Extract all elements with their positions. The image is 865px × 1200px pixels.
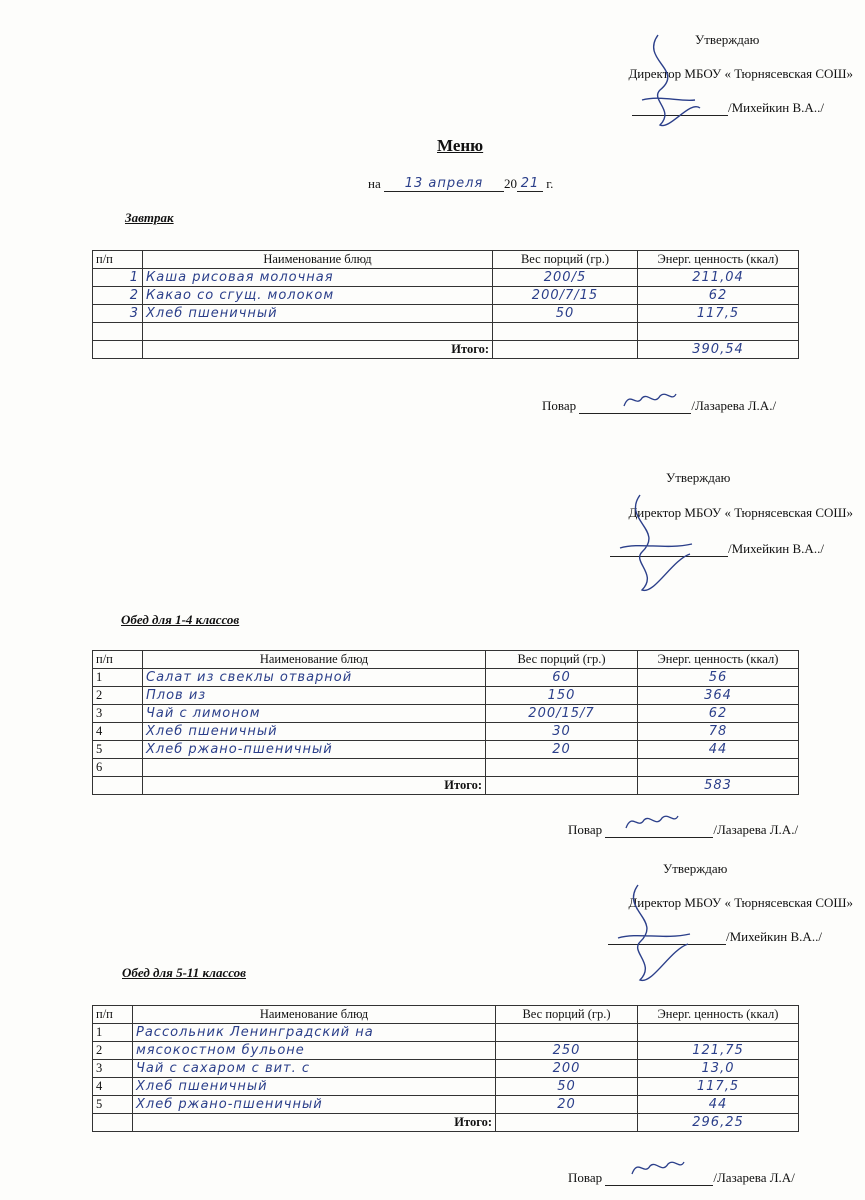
dish-energy: 44 <box>638 1096 799 1114</box>
row-num: 3 <box>93 705 143 723</box>
dish-weight: 50 <box>493 305 638 323</box>
dish-energy <box>638 1024 799 1042</box>
row-num: 5 <box>93 1096 133 1114</box>
row-num: 2 <box>93 1042 133 1060</box>
lunch-5-11-title: Обед для 5-11 классов <box>122 965 246 980</box>
dish-name: Хлеб ржано-пшеничный <box>143 741 486 759</box>
approve-label-2: Утверждаю <box>666 470 731 485</box>
cook-label-2: Повар <box>568 822 603 837</box>
row-num: 5 <box>93 741 143 759</box>
table-row <box>93 723 799 741</box>
breakfast-total-row <box>93 341 799 359</box>
director-title-3: Директор МБОУ « Тюрнясевская СОШ» <box>628 895 853 910</box>
director-title-2: Директор МБОУ « Тюрнясевская СОШ» <box>628 505 853 520</box>
dish-weight <box>496 1024 638 1042</box>
dish-energy: 62 <box>638 287 799 305</box>
table-row <box>93 1024 799 1042</box>
date-prefix: на <box>368 176 381 191</box>
header-energy: Энерг. ценность (ккал) <box>638 1006 799 1024</box>
dish-weight: 200/7/15 <box>493 287 638 305</box>
dish-weight: 20 <box>496 1096 638 1114</box>
date-day-month: 13 апреля <box>384 176 504 192</box>
dish-energy: 62 <box>638 705 799 723</box>
header-num: п/п <box>93 651 143 669</box>
director-title-1: Директор МБОУ « Тюрнясевская СОШ» <box>628 66 853 81</box>
header-weight: Вес порций (гр.) <box>496 1006 638 1024</box>
director-signature-scrawl-1 <box>630 30 710 140</box>
table-row <box>93 687 799 705</box>
date-year-prefix: 20 <box>503 176 517 191</box>
dish-weight: 200/5 <box>493 269 638 287</box>
table-row <box>93 1078 799 1096</box>
row-num: 3 <box>93 305 143 323</box>
dish-weight: 30 <box>486 723 638 741</box>
dish-weight: 60 <box>486 669 638 687</box>
lunch-1-4-header-row <box>93 651 799 669</box>
total-label: Итого: <box>133 1114 496 1132</box>
dish-name: Каша рисовая молочная <box>143 269 493 287</box>
lunch-1-4-table <box>92 650 799 795</box>
lunch-1-4-total-row <box>93 777 799 795</box>
dish-weight <box>486 759 638 777</box>
row-num: 1 <box>93 269 143 287</box>
cook-signature-scrawl-1 <box>620 388 680 414</box>
dish-energy: 117,5 <box>638 1078 799 1096</box>
header-energy: Энерг. ценность (ккал) <box>638 251 799 269</box>
row-num: 3 <box>93 1060 133 1078</box>
dish-name <box>143 759 486 777</box>
cook-signature-2 <box>568 822 798 838</box>
dish-energy <box>638 759 799 777</box>
row-num: 4 <box>93 1078 133 1096</box>
header-weight: Вес порций (гр.) <box>486 651 638 669</box>
dish-weight: 200/15/7 <box>486 705 638 723</box>
lunch-5-11-total: 296,25 <box>638 1114 799 1132</box>
table-row-empty <box>93 323 799 341</box>
header-num: п/п <box>93 1006 133 1024</box>
header-num: п/п <box>93 251 143 269</box>
dish-energy: 211,04 <box>638 269 799 287</box>
table-row <box>93 305 799 323</box>
date-suffix: г. <box>546 176 554 191</box>
dish-name: Чай с сахаром с вит. с <box>133 1060 496 1078</box>
cook-name-3: /Лазарева Л.А/ <box>713 1170 795 1185</box>
dish-name: Чай с лимоном <box>143 705 486 723</box>
table-row <box>93 759 799 777</box>
cook-name-1: /Лазарева Л.А./ <box>691 398 777 413</box>
director-name-2: /Михейкин В.А../ <box>728 541 824 556</box>
director-signature-scrawl-3 <box>608 880 698 990</box>
row-num: 1 <box>93 669 143 687</box>
dish-energy: 364 <box>638 687 799 705</box>
dish-energy: 78 <box>638 723 799 741</box>
director-name-3: /Михейкин В.А../ <box>726 929 822 944</box>
dish-name: Салат из свеклы отварной <box>143 669 486 687</box>
lunch-5-11-table <box>92 1005 799 1132</box>
table-row <box>93 269 799 287</box>
cook-label-3: Повар <box>568 1170 603 1185</box>
breakfast-table <box>92 250 799 359</box>
menu-date <box>368 176 553 192</box>
breakfast-header-row <box>93 251 799 269</box>
table-row <box>93 741 799 759</box>
dish-weight: 150 <box>486 687 638 705</box>
cook-name-2: /Лазарева Л.А./ <box>713 822 799 837</box>
dish-name: Хлеб пшеничный <box>133 1078 496 1096</box>
dish-name: Хлеб пшеничный <box>143 305 493 323</box>
dish-energy: 56 <box>638 669 799 687</box>
total-label: Итого: <box>143 777 486 795</box>
director-signature-scrawl-2 <box>610 490 700 600</box>
dish-name: Хлеб ржано-пшеничный <box>133 1096 496 1114</box>
dish-name: Плов из <box>143 687 486 705</box>
dish-weight: 20 <box>486 741 638 759</box>
cook-signature-scrawl-2 <box>622 810 682 836</box>
dish-energy: 117,5 <box>638 305 799 323</box>
row-num: 6 <box>93 759 143 777</box>
dish-energy: 44 <box>638 741 799 759</box>
table-row <box>93 1060 799 1078</box>
table-row <box>93 1042 799 1060</box>
dish-name: Хлеб пшеничный <box>143 723 486 741</box>
dish-weight: 250 <box>496 1042 638 1060</box>
cook-signature-scrawl-3 <box>628 1156 688 1182</box>
header-energy: Энерг. ценность (ккал) <box>638 651 799 669</box>
approve-label-3: Утверждаю <box>663 861 728 876</box>
row-num: 1 <box>93 1024 133 1042</box>
date-year: 21 <box>517 176 543 192</box>
breakfast-total: 390,54 <box>638 341 799 359</box>
breakfast-title: Завтрак <box>125 210 174 225</box>
director-name-1: /Михейкин В.А../ <box>728 100 824 115</box>
header-name: Наименование блюд <box>143 651 486 669</box>
dish-weight: 50 <box>496 1078 638 1096</box>
total-label: Итого: <box>143 341 493 359</box>
header-weight: Вес порций (гр.) <box>493 251 638 269</box>
dish-name: Какао со сгущ. молоком <box>143 287 493 305</box>
lunch-1-4-title: Обед для 1-4 классов <box>121 612 240 627</box>
row-num: 2 <box>93 287 143 305</box>
header-name: Наименование блюд <box>143 251 493 269</box>
row-num: 4 <box>93 723 143 741</box>
table-row <box>93 287 799 305</box>
dish-name: Рассольник Ленинградский на <box>133 1024 496 1042</box>
table-row <box>93 669 799 687</box>
approve-label-1: Утверждаю <box>695 32 760 47</box>
lunch-5-11-header-row <box>93 1006 799 1024</box>
page-title: Меню <box>437 136 484 155</box>
row-num: 2 <box>93 687 143 705</box>
dish-energy: 121,75 <box>638 1042 799 1060</box>
cook-label-1: Повар <box>542 398 577 413</box>
dish-weight: 200 <box>496 1060 638 1078</box>
header-name: Наименование блюд <box>133 1006 496 1024</box>
lunch-1-4-total: 583 <box>638 777 799 795</box>
table-row <box>93 705 799 723</box>
dish-name: мясокостном бульоне <box>133 1042 496 1060</box>
dish-energy: 13,0 <box>638 1060 799 1078</box>
lunch-5-11-total-row <box>93 1114 799 1132</box>
table-row <box>93 1096 799 1114</box>
